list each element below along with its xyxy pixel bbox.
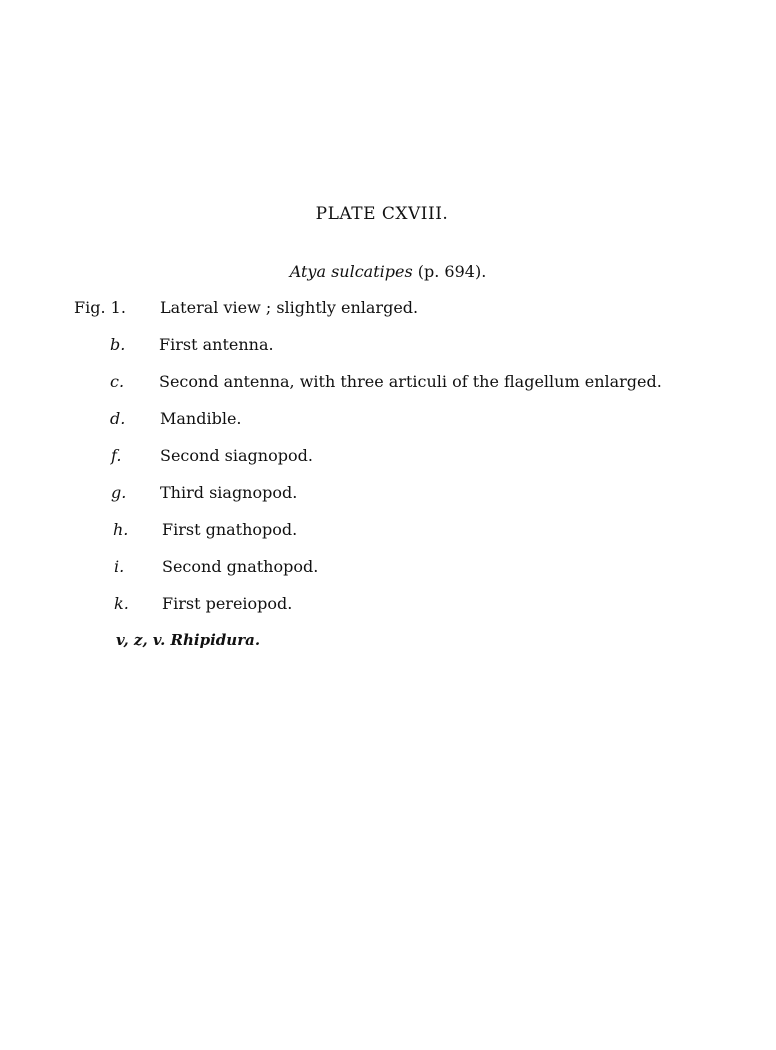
figure-entry bbox=[0, 409, 776, 446]
figure-entry bbox=[0, 446, 776, 483]
figure-entry bbox=[0, 298, 776, 335]
figure-description: Second antenna, with three articuli of the flagellum enlarged. bbox=[159, 372, 662, 391]
footer-entry bbox=[0, 631, 776, 668]
figure-entry bbox=[0, 557, 776, 594]
species-name: Atya sulcatipes bbox=[289, 262, 413, 281]
figure-entry bbox=[0, 520, 776, 557]
figure-label: h. bbox=[113, 520, 129, 539]
figure-label: g. bbox=[111, 483, 127, 502]
figure-list bbox=[0, 298, 776, 668]
figure-entry bbox=[0, 372, 776, 409]
figure-description: First gnathopod. bbox=[162, 520, 298, 539]
figure-label: d. bbox=[110, 409, 126, 428]
figure-entry bbox=[0, 335, 776, 372]
page-reference: (p. 694). bbox=[417, 262, 487, 281]
figure-description: Second siagnopod. bbox=[160, 446, 313, 465]
figure-label: c. bbox=[110, 372, 125, 391]
figure-description: Lateral view ; slightly enlarged. bbox=[160, 298, 419, 317]
figure-description: Mandible. bbox=[160, 409, 242, 428]
figure-description: First pereiopod. bbox=[162, 594, 293, 613]
figure-label: k. bbox=[114, 594, 129, 613]
figure-label: Fig. 1. bbox=[74, 298, 126, 317]
species-heading bbox=[0, 262, 776, 281]
figure-description: Second gnathopod. bbox=[162, 557, 319, 576]
figure-entry bbox=[0, 594, 776, 631]
figure-entry bbox=[0, 483, 776, 520]
figure-description: First antenna. bbox=[159, 335, 274, 354]
figure-description: Third siagnopod. bbox=[160, 483, 298, 502]
footer-text: v, z, v. Rhipidura. bbox=[116, 631, 261, 649]
figure-label: b. bbox=[110, 335, 126, 354]
figure-label: f. bbox=[111, 446, 122, 465]
figure-label: i. bbox=[114, 557, 125, 576]
plate-title-text: PLATE CXVIII. bbox=[315, 204, 449, 224]
plate-title bbox=[0, 204, 776, 224]
